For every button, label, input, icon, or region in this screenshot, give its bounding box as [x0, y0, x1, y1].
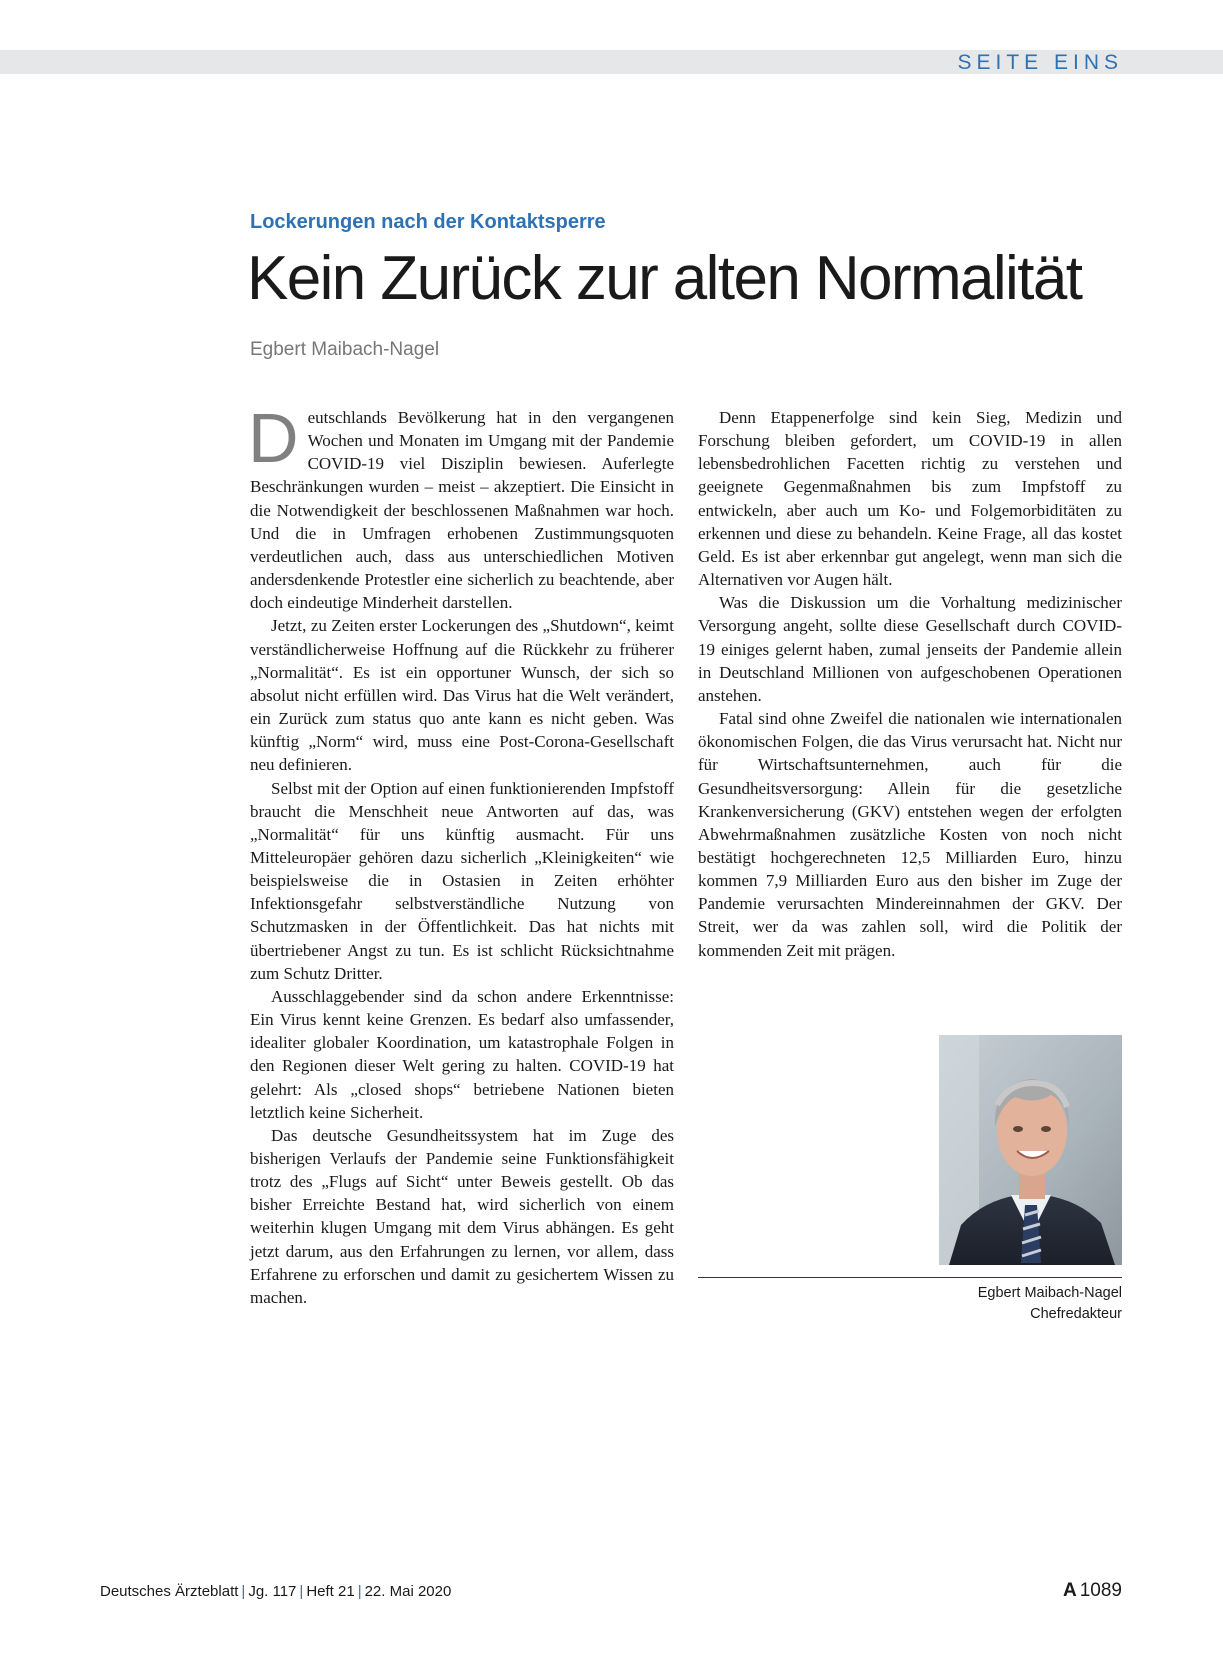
caption-divider — [698, 1277, 1122, 1278]
drop-cap: D — [248, 399, 299, 477]
footer-separator: | — [299, 1583, 304, 1600]
paragraph — [248, 399, 674, 614]
footer-separator: | — [241, 1583, 246, 1600]
paragraph: Das deutsche Gesundheitssystem hat im Zuge des bisherigen Verlaufs der Pandemie seine Funktionsfähigkeit trotz des „Flugs auf Sicht“ unter Beweis gestellt. Ob das bisher Erreichte Bestand hat, wird sicherlich von einem weiterhin klugen Umgang mit dem Virus abhängen. Es geht jetzt darum, aus den Erfahrungen zu lernen, vor allem, dass Erfahrene zu erforschen und damit zu gesichertem Wissen zu machen. — [250, 1125, 674, 1307]
caption-role: Chefredakteur — [1030, 1306, 1122, 1322]
photo-caption — [978, 1283, 1122, 1325]
journal-name: Deutsches Ärzteblatt — [100, 1583, 239, 1600]
caption-name: Egbert Maibach-Nagel — [977, 1285, 1122, 1301]
paragraph: Jetzt, zu Zeiten erster Lockerungen des „Shutdown“, keimt verständlicherweise Hoffnung auf die Rückkehr zu früherer „Normalität“. Es ist ein opportuner Wunsch, der sich so absolut nicht erfüllen wird. Das Virus hat die Welt verändert, ein Zurück zum status quo ante kann es nicht geben. Was künftig „Norm“ wird, muss eine Post-Corona-Gesellschaft neu definieren. — [250, 616, 674, 775]
journal-volume: Jg. 117 — [248, 1583, 297, 1600]
paragraph-text: eutschlands Bevölkerung hat in den vergangenen Wochen und Monaten im Umgang mit der Pandemie COVID-19 viel Disziplin bewiesen. Auferlegte Beschränkungen wurden – meist – akzeptiert. Die Einsicht in die Notwendigkeit der beschlossenen Maßnahmen war hoch. Und die in Umfragen erhobenen Zustimmungsquoten verdeutlichen auch, dass aus unterschiedlichen Motiven andersdenkende Protestler eine sicherlich zu beachtende, aber doch eindeutige Minderheit darstellen. — [250, 408, 674, 613]
article-column-right — [698, 406, 1122, 962]
paragraph: Selbst mit der Option auf einen funktionierenden Impfstoff braucht die Menschheit neue Antworten auf das, was „Normalität“ für uns künftig ausmacht. Für uns Mitteleuropäer gehören dazu sicherlich „Kleinigkeiten“ wie beispielsweise die in Ostasien in Zeiten erhöhter Infektionsgefahr selbstverständliche Nutzung von Schutzmasken in der Öffentlichkeit. Das hat nichts mit übertriebener Angst zu tun. Es ist schlicht Rücksichtnahme zum Schutz Dritter. — [250, 778, 674, 983]
paragraph: Was die Diskussion um die Vorhaltung medizinischer Versorgung angeht, sollte diese Gesellschaft durch COVID-19 einiges gelernt haben, zumal jenseits der Pandemie allein in Deutschland Millionen von aufgeschobenen Operationen anstehen. — [698, 593, 1122, 705]
issue-date: 22. Mai 2020 — [364, 1583, 452, 1600]
journal-issue: Heft 21 — [306, 1583, 355, 1600]
article-author: Egbert Maibach-Nagel — [250, 339, 440, 360]
page-number-value: 1089 — [1079, 1580, 1122, 1601]
section-label: SEITE EINS — [957, 51, 1123, 74]
page-number — [1063, 1580, 1122, 1602]
article-title: Kein Zurück zur alten Normalität — [247, 244, 1082, 313]
article-column-left — [248, 399, 674, 1309]
page-prefix: A — [1062, 1580, 1077, 1601]
footer-separator: | — [357, 1583, 362, 1600]
paragraph: Ausschlaggebender sind da schon andere Erkenntnisse: Ein Virus kennt keine Grenzen. Es bedarf also umfassender, idealiter globaler Koordination, um katastrophale Folgen in den Regionen dieser Welt gering zu halten. COVID-19 hat gelehrt: Als „closed shops“ betriebene Nationen bieten letztlich keine Sicherheit. — [250, 986, 674, 1122]
paragraph: Fatal sind ohne Zweifel die nationalen wie internationalen ökonomischen Folgen, die das Virus verursacht hat. Nicht nur für Wirtschaftsunternehmen, auch für die Gesundheitsversorgung: Allein für die gesetzliche Krankenversicherung (GKV) entstehen wegen der erfolgten Abwehrmaßnahmen zusätzliche Kosten von noch nicht bestätigt hochgerechneten 12,5 Milliarden Euro, hinzu kommen 7,9 Milliarden Euro aus den bisher im Zuge der Pandemie verursachten Mindereinnahmen der GKV. Der Streit, wer da was zahlen soll, wird die Politik der kommenden Zeit mit prägen. — [698, 709, 1122, 960]
author-photo — [939, 1035, 1122, 1265]
article-kicker: Lockerungen nach der Kontaktsperre — [250, 211, 606, 233]
page-footer — [100, 1583, 451, 1600]
paragraph: Denn Etappenerfolge sind kein Sieg, Medizin und Forschung bleiben gefordert, um COVID-19 in allen lebensbedrohlichen Facetten richtig zu verstehen und geeignete Gegenmaßnahmen bis zum Impfstoff zu entwickeln, aber auch um Ko- und Folgemorbiditäten zu erkennen und diese zu behandeln. Keine Frage, all das kostet Geld. Es ist aber erkennbar gut angelegt, wenn man sich die Alternativen vor Augen hält. — [698, 408, 1122, 590]
portrait-illustration — [939, 1035, 1122, 1265]
